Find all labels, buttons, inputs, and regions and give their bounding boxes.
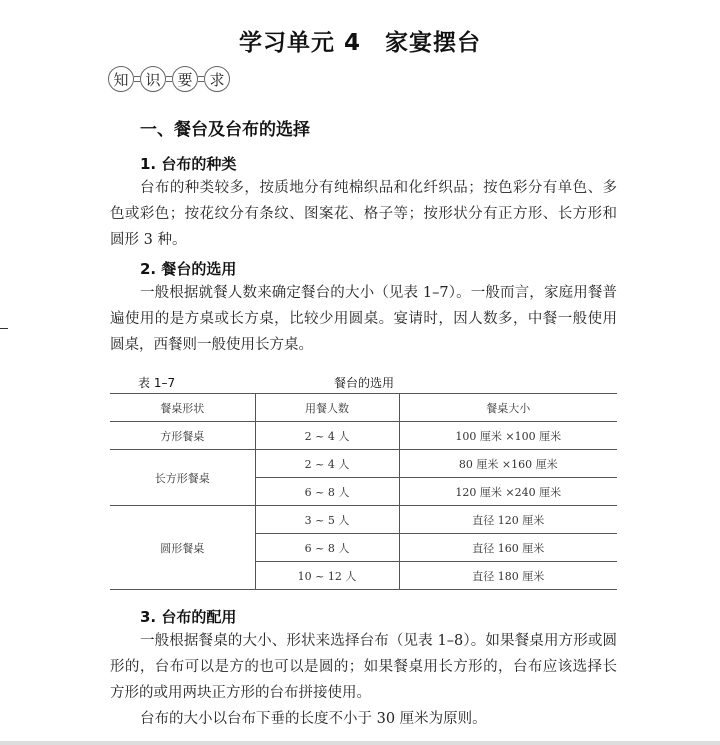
paragraph: 台布的种类较多，按质地分有纯棉织品和化纤织品；按色彩分有单色、多色或彩色；按花纹分有条纹、图案花、格子等；按形状分有正方形、长方形和圆形 3 种。 bbox=[110, 180, 617, 248]
page-title: 学习单元 4 家宴摆台 bbox=[238, 30, 481, 56]
size-cell: 直径 120 厘米 bbox=[399, 506, 617, 534]
badge-char: 要 bbox=[172, 66, 198, 92]
people-cell: 6 ~ 8 人 bbox=[255, 478, 399, 506]
subsection-heading: 2. 餐台的选用 bbox=[140, 260, 237, 278]
paragraph: 一般根据餐桌的大小、形状来选择台布（见表 1–8）。如果餐桌用方形或圆形的，台布可以是方的也可以是圆的；如果餐桌用长方形的，台布应该选择长方形的或用两块正方形的台布拼接使用。 bbox=[110, 633, 617, 701]
page-bottom-bar bbox=[0, 741, 720, 745]
table-dining-selection bbox=[110, 393, 617, 590]
shape-cell: 长方形餐桌 bbox=[110, 450, 255, 506]
header-cell: 餐桌大小 bbox=[399, 394, 617, 422]
table-header-row bbox=[110, 394, 617, 422]
size-cell: 120 厘米 ×240 厘米 bbox=[399, 478, 617, 506]
badge-char: 知 bbox=[108, 66, 134, 92]
section-heading: 一、餐台及台布的选择 bbox=[140, 120, 310, 140]
badge-char: 识 bbox=[140, 66, 166, 92]
size-cell: 80 厘米 ×160 厘米 bbox=[399, 450, 617, 478]
shape-cell: 圆形餐桌 bbox=[110, 506, 255, 590]
margin-mark bbox=[0, 328, 8, 329]
subsection-heading: 1. 台布的种类 bbox=[140, 155, 237, 173]
people-cell: 3 ~ 5 人 bbox=[255, 506, 399, 534]
size-cell: 直径 180 厘米 bbox=[399, 562, 617, 590]
table-title: 餐台的选用 bbox=[334, 376, 395, 390]
people-cell: 6 ~ 8 人 bbox=[255, 534, 399, 562]
people-cell: 10 ~ 12 人 bbox=[255, 562, 399, 590]
table-row bbox=[110, 450, 617, 478]
people-cell: 2 ~ 4 人 bbox=[255, 422, 399, 450]
header-cell: 餐桌形状 bbox=[110, 394, 255, 422]
table-number: 表 1–7 bbox=[138, 376, 176, 390]
knowledge-requirements-badge bbox=[108, 66, 230, 92]
paragraph: 台布的大小以台布下垂的长度不小于 30 厘米为原则。 bbox=[140, 711, 487, 727]
subsection-heading: 3. 台布的配用 bbox=[140, 608, 237, 626]
size-cell: 100 厘米 ×100 厘米 bbox=[399, 422, 617, 450]
people-cell: 2 ~ 4 人 bbox=[255, 450, 399, 478]
table-row bbox=[110, 422, 617, 450]
header-cell: 用餐人数 bbox=[255, 394, 399, 422]
paragraph: 一般根据就餐人数来确定餐台的大小（见表 1–7）。一般而言，家庭用餐普遍使用的是方桌或长方桌，比较少用圆桌。宴请时，因人数多，中餐一般使用圆桌，西餐则一般使用长方桌。 bbox=[110, 285, 617, 353]
size-cell: 直径 160 厘米 bbox=[399, 534, 617, 562]
shape-cell: 方形餐桌 bbox=[110, 422, 255, 450]
table-row bbox=[110, 506, 617, 534]
badge-char: 求 bbox=[204, 66, 230, 92]
